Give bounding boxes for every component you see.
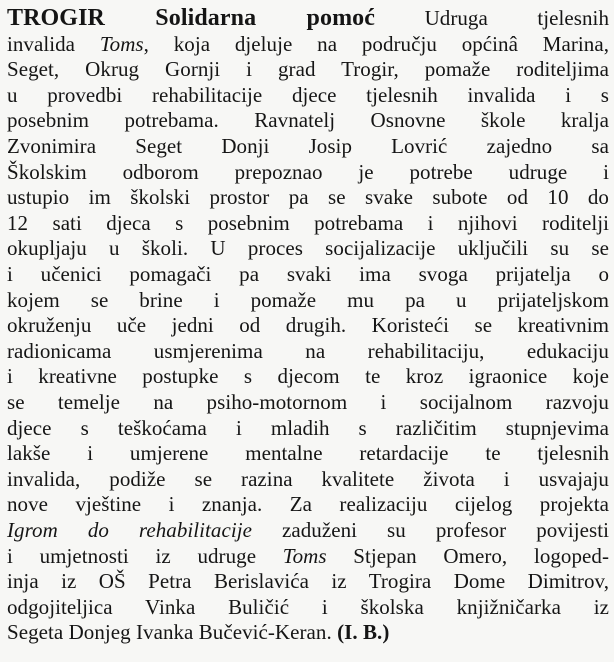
line-text: okruženju uče jedni od drugih. Koristeći se kreativnim	[7, 313, 609, 338]
organization-name: Toms	[282, 543, 327, 568]
line-text: se temelje na psiho-motornom i socijalnom razvoju	[7, 390, 609, 414]
article-line	[7, 364, 609, 389]
line-text: u provedbi rehabilitacije djece tjelesnih invalida i s	[7, 82, 609, 107]
line-text: zaduženi su profesor povijesti	[252, 518, 609, 542]
line-text: ustupio im školski prostor pa se svake subote od 10 do	[7, 185, 609, 210]
article-line	[7, 620, 609, 645]
article-line	[7, 32, 609, 57]
article-line	[7, 544, 609, 569]
line-text: djece s teškoćama i mladih s različitim stupnjevima	[7, 415, 609, 440]
article-line	[7, 390, 609, 415]
line-text: Stjepan Omero, logoped-	[326, 543, 609, 568]
line-text: invalida	[7, 31, 100, 56]
line-text: Seget, Okrug Gornji i grad Trogir, pomaže roditeljima	[7, 57, 609, 82]
line-text: , koja djeluje na području općinâ Marina,	[143, 31, 609, 56]
line-text: 12 sati djeca s posebnim potrebama i njihovi roditelji	[7, 210, 609, 235]
line-text: Školskim odborom prepoznao je potrebe udruge i	[7, 159, 609, 184]
article-line	[7, 595, 609, 620]
article-line	[7, 236, 609, 261]
line-text: Zvonimira Seget Donji Josip Lovrić zajedno sa	[7, 134, 609, 158]
article-line	[7, 108, 609, 133]
article-line	[7, 57, 609, 82]
article-line	[7, 134, 609, 159]
article-line	[7, 6, 609, 31]
line-text: Segeta Donjeg Ivanka Bučević-Keran.	[7, 620, 332, 645]
article-headline: TROGIR Solidarna pomoć	[7, 5, 376, 31]
project-name: Igrom do rehabilitacije	[7, 518, 252, 542]
article-line	[7, 467, 609, 492]
article-line	[7, 416, 609, 441]
news-article	[7, 6, 609, 656]
article-line	[7, 569, 609, 594]
article-line	[7, 211, 609, 236]
article-line	[7, 492, 609, 517]
organization-name: Toms	[99, 31, 144, 56]
line-text: posebnim potrebama. Ravnatelj Osnovne škole kralja	[7, 108, 609, 133]
article-line	[7, 441, 609, 466]
line-text: lakše i umjerene mentalne retardacije te tjelesnih	[7, 441, 609, 466]
article-line	[7, 83, 609, 108]
line-text: nove vještine i znanja. Za realizaciju cijelog projekta	[7, 492, 609, 517]
article-line	[7, 160, 609, 185]
article-line	[7, 518, 609, 543]
line-text: inja iz OŠ Petra Berislavića iz Trogira Dome Dimitrov,	[7, 569, 609, 594]
line-text: i učenici pomagači pa svaki ima svoga prijatelja o	[7, 262, 609, 286]
line-text: radionicama usmjerenima na rehabilitaciju, edukaciju	[7, 338, 609, 363]
article-line	[7, 313, 609, 338]
line-text: i umjetnosti iz udruge	[7, 543, 283, 568]
article-line	[7, 185, 609, 210]
line-text: okupljaju u školi. U proces socijalizacije uključili su se	[7, 236, 609, 261]
article-line	[7, 339, 609, 364]
author-signature: (I. B.)	[337, 620, 390, 645]
article-line	[7, 262, 609, 287]
line-text: kojem se brine i pomaže mu pa u prijateljskom	[7, 287, 609, 312]
article-line	[7, 288, 609, 313]
line-text: Udruga tjelesnih	[424, 6, 609, 30]
line-text: odgojiteljica Vinka Buličić i školska knjižničarka iz	[7, 594, 609, 619]
line-text: invalida, podiže se razina kvalitete života i usvajaju	[7, 466, 609, 491]
line-text: i kreativne postupke s djecom te kroz igraonice koje	[7, 364, 609, 389]
